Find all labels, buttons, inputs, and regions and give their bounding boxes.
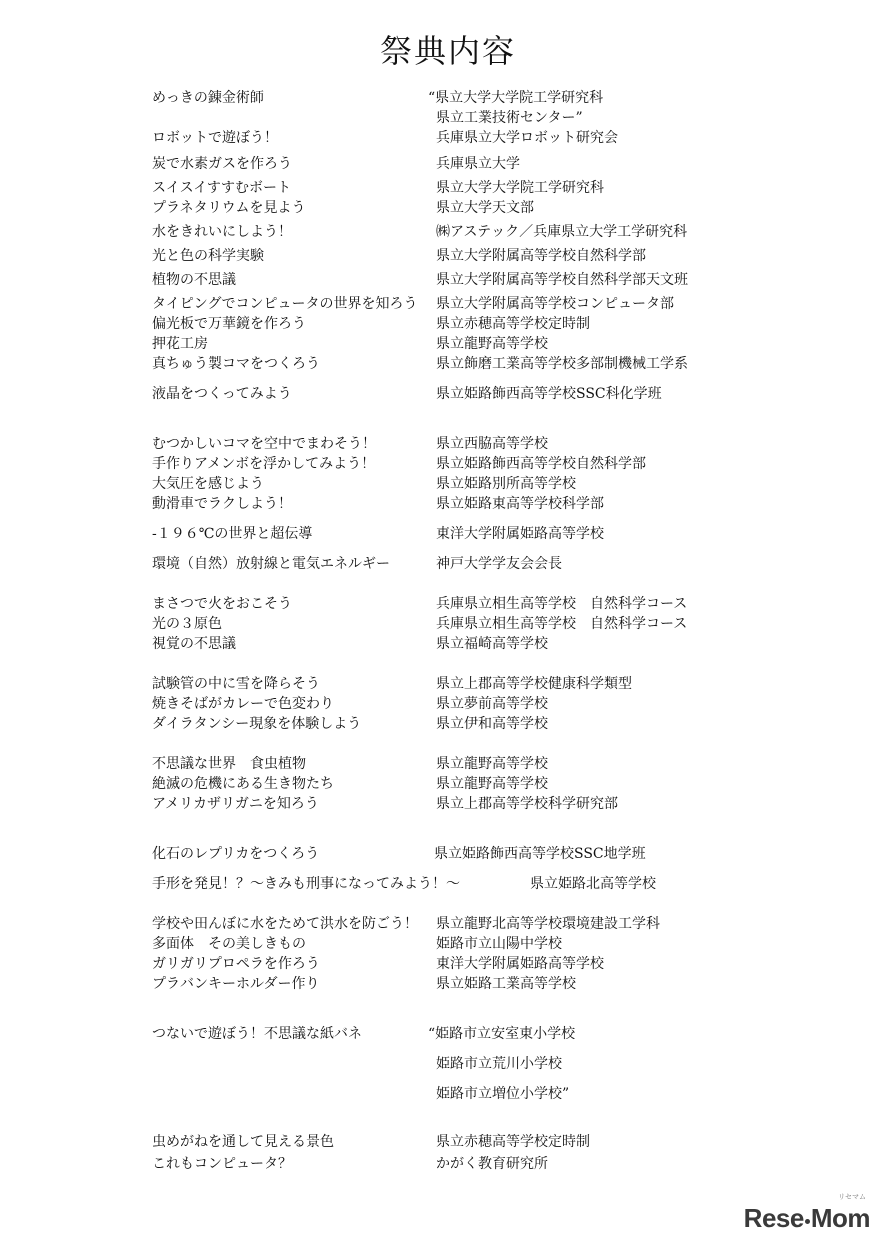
organizer-name: 県立大学天文部	[436, 200, 534, 216]
organizer-name: 県立大学大学院工学研究科	[436, 180, 604, 196]
organizer-name: “姫路市立安室東小学校	[428, 1026, 576, 1042]
event-title: 虫めがねを通して見える景色	[152, 1134, 334, 1150]
organizer-name: 県立姫路東高等学校科学部	[436, 496, 604, 512]
organizer-name: 県立伊和高等学校	[436, 716, 548, 732]
event-title: 偏光板で万華鏡を作ろう	[152, 316, 306, 332]
organizer-name: 県立飾磨工業高等学校多部制機械工学系	[436, 356, 688, 372]
event-title: つないで遊ぼう！不思議な紙バネ	[152, 1026, 362, 1042]
organizer-name: 県立赤穂高等学校定時制	[436, 316, 590, 332]
resemom-logo	[744, 1203, 870, 1234]
event-title: 手形を発見！？～きみも刑事になってみよう！～	[152, 876, 460, 892]
event-title: 押花工房	[152, 336, 208, 352]
event-title: 真ちゅう製コマをつくろう	[152, 356, 320, 372]
organizer-name: 県立龍野高等学校	[436, 756, 548, 772]
event-title: 手作りアメンボを浮かしてみよう！	[152, 456, 376, 472]
event-title: 視覚の不思議	[152, 636, 236, 652]
organizer-name: 姫路市立増位小学校”	[436, 1086, 570, 1102]
organizer-name: かがく教育研究所	[436, 1156, 548, 1172]
organizer-name: 県立赤穂高等学校定時制	[436, 1134, 590, 1150]
organizer-name: 姫路市立山陽中学校	[436, 936, 562, 952]
event-title: 多面体 その美しきもの	[152, 936, 306, 952]
event-title: 不思議な世界 食虫植物	[152, 756, 306, 772]
organizer-name: 県立工業技術センター”	[436, 110, 583, 126]
organizer-name: 兵庫県立相生高等学校 自然科学コース	[436, 616, 688, 632]
event-title: 液晶をつくってみよう	[152, 386, 292, 402]
organizer-name: 東洋大学附属姫路高等学校	[436, 956, 604, 972]
organizer-name: 神戸大学学友会会長	[436, 556, 562, 572]
organizer-name: 県立姫路工業高等学校	[436, 976, 576, 992]
organizer-name: 県立大学附属高等学校自然科学部	[436, 248, 646, 264]
event-title: プラネタリウムを見よう	[152, 200, 306, 216]
organizer-name: 兵庫県立大学	[436, 156, 520, 172]
event-title: プラバンキーホルダー作り	[152, 976, 320, 992]
organizer-name: 県立龍野高等学校	[436, 336, 548, 352]
event-title: 学校や田んぼに水をためて洪水を防ごう！	[152, 916, 418, 932]
organizer-name: 兵庫県立大学ロボット研究会	[436, 130, 618, 146]
event-title: めっきの錬金術師	[152, 90, 264, 106]
organizer-name: 県立上郡高等学校科学研究部	[436, 796, 618, 812]
organizer-name: 姫路市立荒川小学校	[436, 1056, 562, 1072]
event-title: ダイラタンシー現象を体験しよう	[152, 716, 362, 732]
event-title: これもコンピュータ？	[152, 1156, 292, 1172]
event-title: 試験管の中に雪を降らそう	[152, 676, 320, 692]
organizer-name: 県立龍野北高等学校環境建設工学科	[436, 916, 660, 932]
event-title: 水をきれいにしよう！	[152, 224, 292, 240]
event-title: 絶滅の危機にある生き物たち	[152, 776, 334, 792]
event-title: アメリカザリガニを知ろう	[152, 796, 319, 812]
organizer-name: 県立上郡高等学校健康科学類型	[436, 676, 632, 692]
watermark-small-text: リセマム	[838, 1194, 866, 1201]
organizer-name: 兵庫県立相生高等学校 自然科学コース	[436, 596, 688, 612]
event-title: 大気圧を感じよう	[152, 476, 264, 492]
event-title: スイスイすすむボート	[152, 180, 292, 196]
organizer-name: 県立姫路別所高等学校	[436, 476, 576, 492]
logo-text-rese: Rese	[743, 1203, 804, 1233]
logo-dot-icon	[805, 1219, 810, 1224]
organizer-name: 県立龍野高等学校	[436, 776, 548, 792]
event-title: 動滑車でラクしよう！	[152, 496, 292, 512]
organizer-name: 県立福崎高等学校	[436, 636, 548, 652]
organizer-name: 県立西脇高等学校	[436, 436, 548, 452]
event-title: 植物の不思議	[152, 272, 236, 288]
organizer-name: 県立姫路北高等学校	[530, 876, 656, 892]
organizer-name: 県立大学附属高等学校自然科学部天文班	[436, 272, 688, 288]
event-title: 環境（自然）放射線と電気エネルギー	[152, 556, 390, 572]
organizer-name: 東洋大学附属姫路高等学校	[436, 526, 604, 542]
organizer-name: 県立夢前高等学校	[436, 696, 548, 712]
organizer-name: ㈱アステック／兵庫県立大学工学研究科	[436, 224, 688, 240]
event-title: 焼きそばがカレーで色変わり	[152, 696, 334, 712]
organizer-name: 県立大学附属高等学校コンピュータ部	[436, 296, 674, 312]
organizer-name: 県立姫路飾西高等学校SSC科化学班	[436, 386, 662, 402]
event-title: ロボットで遊ぼう！	[152, 130, 278, 146]
event-title: むつかしいコマを空中でまわそう！	[152, 436, 376, 452]
organizer-name: 県立姫路飾西高等学校SSC地学班	[434, 846, 646, 862]
page-title: 祭典内容	[379, 32, 516, 70]
event-title: ガリガリプロペラを作ろう	[152, 956, 320, 972]
organizer-name: 県立姫路飾西高等学校自然科学部	[436, 456, 646, 472]
organizer-name: “県立大学大学院工学研究科	[428, 90, 604, 106]
event-title: まさつで火をおこそう	[152, 596, 292, 612]
event-title: タイピングでコンピュータの世界を知ろう	[152, 296, 418, 312]
event-title: -１９６℃の世界と超伝導	[152, 526, 313, 542]
event-title: 光の３原色	[152, 616, 222, 632]
event-title: 光と色の科学実験	[152, 248, 264, 264]
event-title: 炭で水素ガスを作ろう	[152, 156, 292, 172]
logo-text-mom: Mom	[810, 1203, 870, 1233]
event-title: 化石のレプリカをつくろう	[152, 846, 320, 862]
